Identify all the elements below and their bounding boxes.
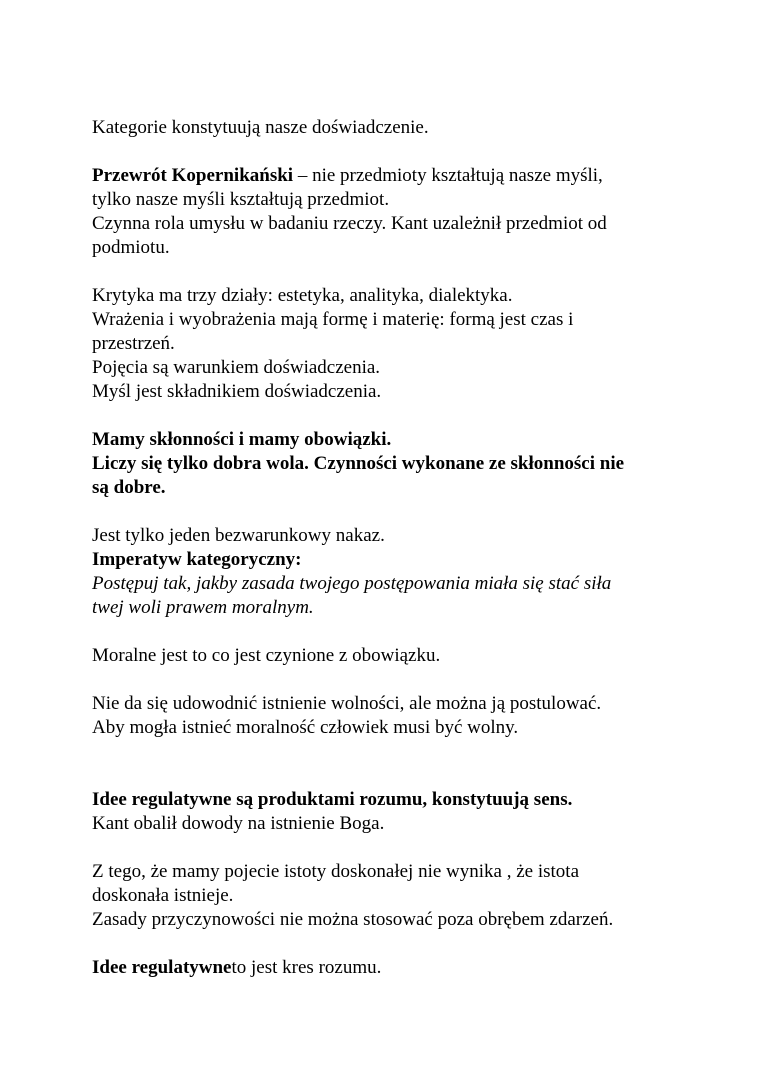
document-body xyxy=(92,116,682,980)
text-line: przestrzeń. xyxy=(92,333,175,354)
italic-line: twej woli prawem moralnym. xyxy=(92,597,314,618)
spacer xyxy=(92,836,682,860)
text-line: Aby mogła istnieć moralność człowiek musi być wolny. xyxy=(92,717,519,738)
bold-line: Idee regulatywne są produktami rozumu, konstytuują sens. xyxy=(92,789,573,810)
text-line: Czynna rola umysłu w badaniu rzeczy. Kant uzależnił przedmiot od xyxy=(92,213,607,234)
text-line: Nie da się udowodnić istnienie wolności, ale można ją postulować. xyxy=(92,693,602,714)
spacer xyxy=(92,140,682,164)
text-line: Kant obalił dowody na istnienie Boga. xyxy=(92,813,385,834)
text-line: tylko nasze myśli kształtują przedmiot. xyxy=(92,189,390,210)
text-line: Z tego, że mamy pojecie istoty doskonałej nie wynika , że istota xyxy=(92,861,580,882)
text-line: podmiotu. xyxy=(92,237,170,258)
text-segment: – nie przedmioty kształtują nasze myśli, xyxy=(293,165,603,186)
spacer xyxy=(92,620,682,644)
spacer xyxy=(92,260,682,284)
spacer xyxy=(92,932,682,956)
text-line: Zasady przyczynowości nie można stosować poza obrębem zdarzeń. xyxy=(92,909,614,930)
bold-line: Mamy skłonności i mamy obowiązki. xyxy=(92,429,392,450)
bold-line: Imperatyw kategoryczny: xyxy=(92,549,302,570)
text-line: Pojęcia są warunkiem doświadczenia. xyxy=(92,357,381,378)
text-line xyxy=(92,164,682,188)
bold-line: są dobre. xyxy=(92,477,166,498)
spacer xyxy=(92,668,682,692)
spacer xyxy=(92,740,682,788)
spacer xyxy=(92,404,682,428)
text-line: Kategorie konstytuują nasze doświadczenie. xyxy=(92,117,429,138)
italic-line: Postępuj tak, jakby zasada twojego postępowania miała się stać siła xyxy=(92,573,612,594)
text-line: Moralne jest to co jest czynione z obowiązku. xyxy=(92,645,441,666)
text-line: Krytyka ma trzy działy: estetyka, analityka, dialektyka. xyxy=(92,285,513,306)
text-line: Jest tylko jeden bezwarunkowy nakaz. xyxy=(92,525,385,546)
text-line: Wrażenia i wyobrażenia mają formę i materię: formą jest czas i xyxy=(92,309,574,330)
text-line xyxy=(92,956,682,980)
text-line: Myśl jest składnikiem doświadczenia. xyxy=(92,381,382,402)
bold-line: Liczy się tylko dobra wola. Czynności wykonane ze skłonności nie xyxy=(92,453,625,474)
text-segment: to jest kres rozumu. xyxy=(231,957,382,978)
bold-term: Idee regulatywne xyxy=(92,957,232,978)
bold-term: Przewrót Kopernikański xyxy=(92,165,294,186)
text-line: doskonała istnieje. xyxy=(92,885,234,906)
spacer xyxy=(92,500,682,524)
